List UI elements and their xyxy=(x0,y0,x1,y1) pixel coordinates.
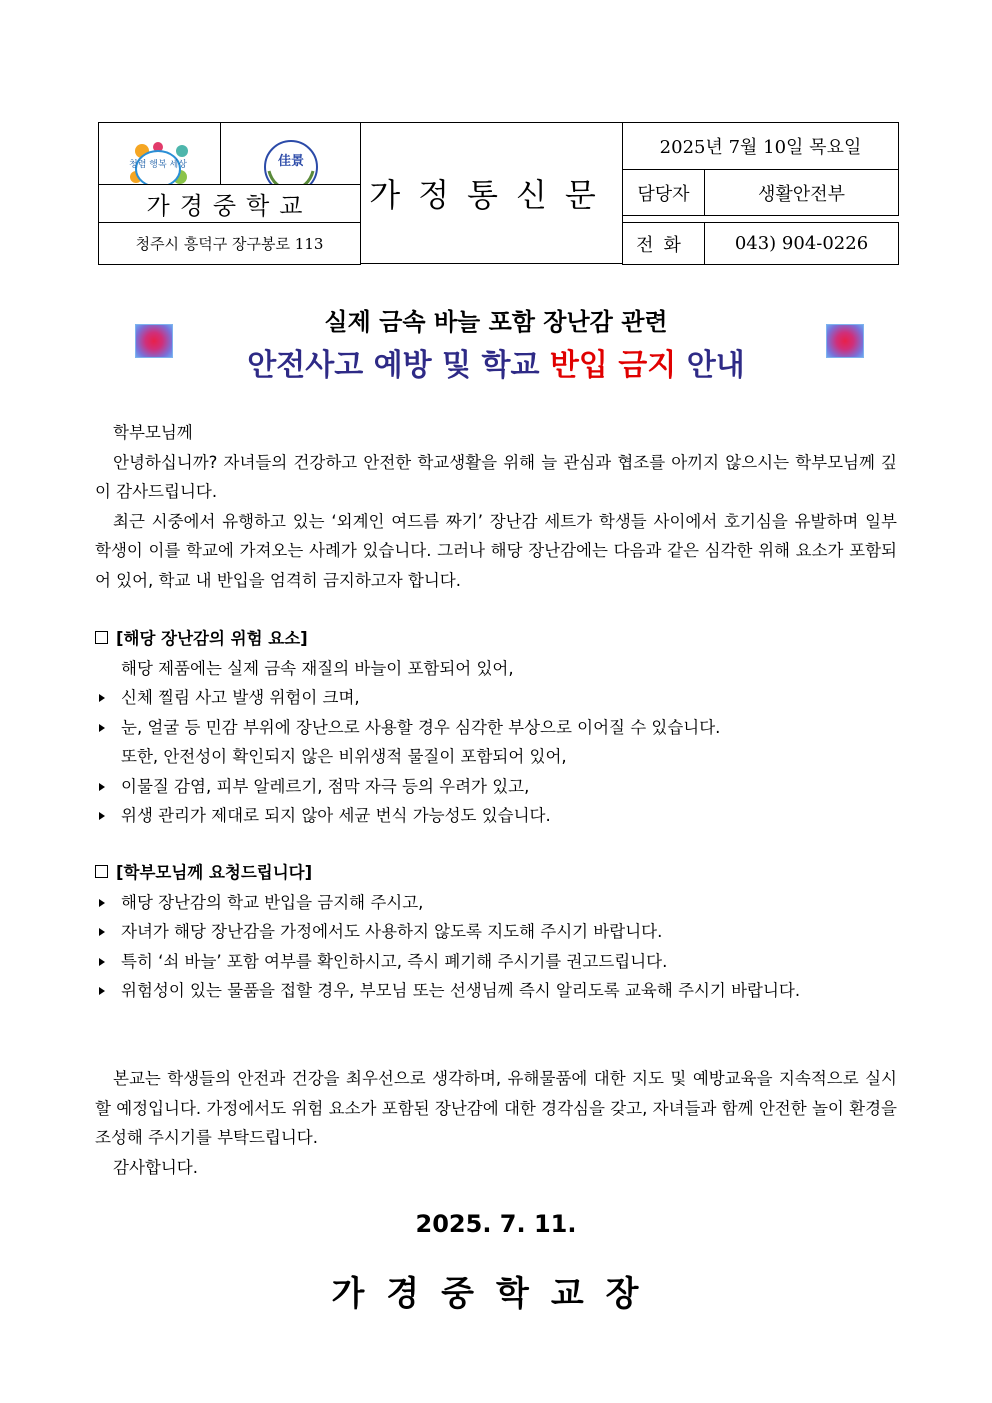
checkbox-square-icon xyxy=(95,865,108,878)
intro-block xyxy=(95,418,897,595)
school-name: 가경중학교 xyxy=(99,185,361,223)
section-1-heading xyxy=(95,624,897,654)
section-1-sub-1: 해당 제품에는 실제 금속 재질의 바늘이 포함되어 있어, xyxy=(121,658,514,678)
bullet-item: 위생 관리가 제대로 되지 않아 세균 번식 가능성도 있습니다. xyxy=(95,801,897,831)
bullet-item: 자녀가 해당 장난감을 가정에서도 사용하지 않도록 지도해 주시기 바랍니다. xyxy=(95,917,897,947)
school-address: 청주시 흥덕구 장구봉로 113 xyxy=(99,223,361,265)
section-risks xyxy=(95,624,897,831)
doc-type: 가정통신문 xyxy=(361,123,623,264)
thanks: 감사합니다. xyxy=(113,1157,198,1177)
header-table-lower xyxy=(98,184,899,265)
section-1-heading-text: [해당 장난감의 위험 요소] xyxy=(116,629,308,648)
closing-block xyxy=(95,1064,897,1182)
intro-paragraph-2: 최근 시중에서 유행하고 있는 ‘외계인 여드름 짜기’ 장난감 세트가 학생들 사이에서 호기심을 유발하며 일부 학생이 이를 학교에 가져오는 사례가 있습니다. 그러나 해당 장난감에는 다음과 같은 심각한 위해 요소가 포함되어 있어, 학교 내 반입을 엄격히 금지하고자 합니다. xyxy=(95,511,897,590)
issue-date: 2025년 7월 10일 목요일 xyxy=(623,123,899,170)
title-line-2 xyxy=(0,340,992,384)
closing-paragraph: 본교는 학생들의 안전과 건강을 최우선으로 생각하며, 유해물품에 대한 지도 및 예방교육을 지속적으로 실시할 예정입니다. 가정에서도 위험 요소가 포함된 장난감에 대한 경각심을 갖고, 자녀들과 함께 안전한 놀이 환경을 조성해 주시기를 부탁드립니다. xyxy=(95,1069,897,1147)
intro-paragraph-1: 안녕하십니까? 자녀들의 건강하고 안전한 학교생활을 위해 늘 관심과 협조를 아끼지 않으시는 학부모님께 깊이 감사드립니다. xyxy=(95,452,897,501)
logo1-text: 청렴 행복 세상 xyxy=(128,160,187,171)
bullet-item: 위험성이 있는 물품을 접할 경우, 부모님 또는 선생님께 즉시 알리도록 교육해 주시기 바랍니다. xyxy=(95,976,897,1006)
checkbox-square-icon xyxy=(95,631,108,644)
bullet-item: 특히 ‘쇠 바늘’ 포함 여부를 확인하시고, 즉시 폐기해 주시기를 권고드립니다. xyxy=(95,947,897,977)
bullet-item: 이물질 감염, 피부 알레르기, 점막 자극 등의 우려가 있고, xyxy=(95,772,897,802)
manager-value: 생활안전부 xyxy=(705,170,899,216)
phone-label: 전화 xyxy=(623,223,705,265)
title-line-2-part-b: 안내 xyxy=(676,348,745,383)
phone-value: 043) 904-0226 xyxy=(705,223,899,265)
bullet-item: 해당 장난감의 학교 반입을 금지해 주시고, xyxy=(95,888,897,918)
principal-signature: 가경중학교장 xyxy=(331,1274,661,1314)
section-2-heading-text: [학부모님께 요청드립니다] xyxy=(116,863,313,882)
logo2-text: 佳景 xyxy=(277,154,304,170)
section-1-sub-2: 또한, 안전성이 확인되지 않은 비위생적 물질이 포함되어 있어, xyxy=(121,747,567,766)
title-line-2-part-a: 안전사고 예방 및 학교 xyxy=(247,348,550,383)
section-2-heading xyxy=(95,858,897,888)
greeting: 학부모님께 xyxy=(113,423,193,442)
bullet-item: 신체 찔림 사고 발생 위험이 크며, xyxy=(95,683,897,713)
manager-label: 담당자 xyxy=(623,170,705,216)
section-requests xyxy=(95,858,897,1006)
sign-date: 2025. 7. 11. xyxy=(415,1210,577,1238)
title-line-2-red: 반입 금지 xyxy=(549,348,677,383)
bullet-item: 눈, 얼굴 등 민감 부위에 장난으로 사용할 경우 심각한 부상으로 이어질 수 있습니다. xyxy=(95,713,897,743)
title-line-1: 실제 금속 바늘 포함 장난감 관련 xyxy=(324,308,668,336)
